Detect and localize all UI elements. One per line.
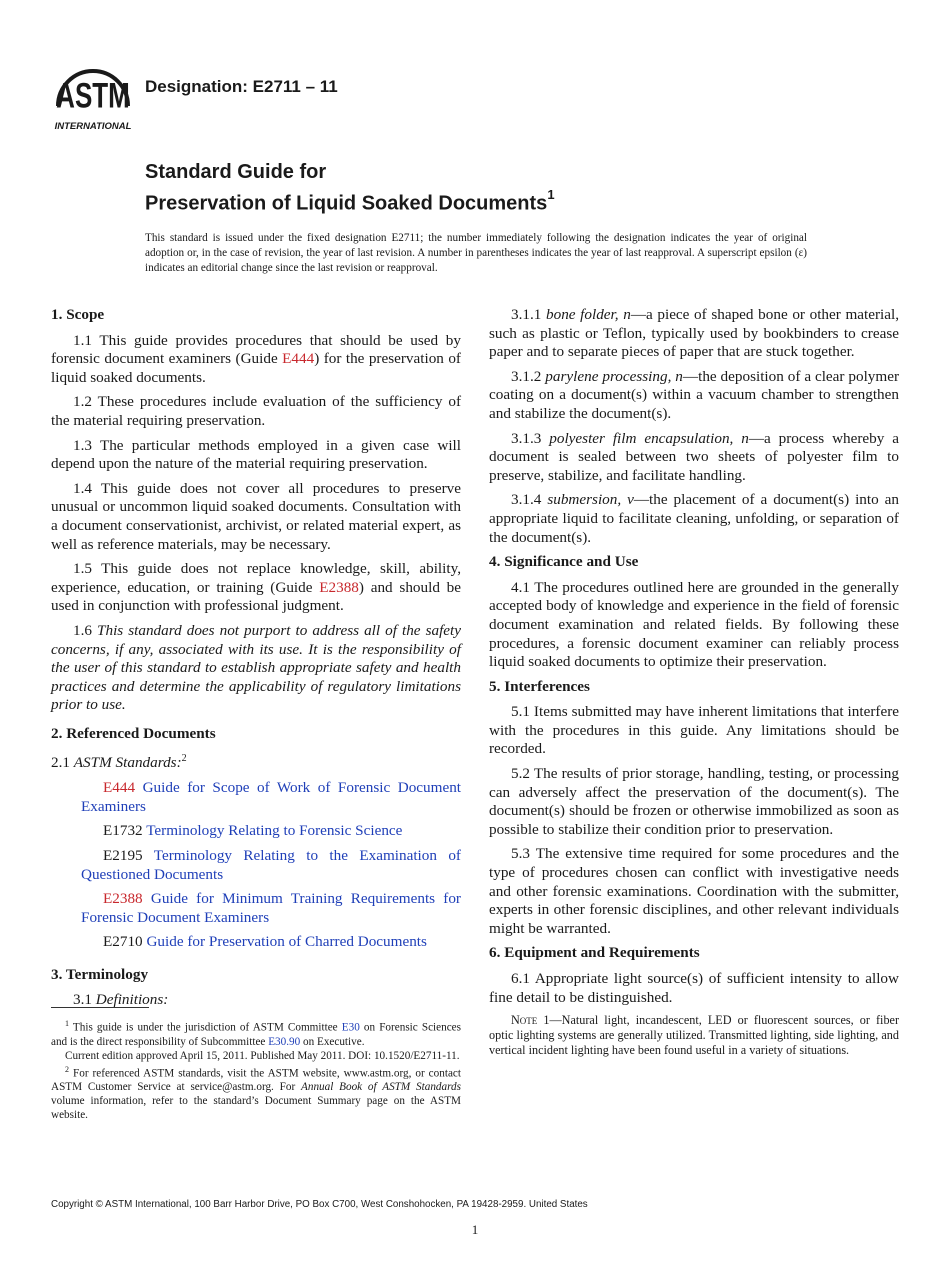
title-line-2: Preservation of Liquid Soaked Documents$^1$ (145, 187, 555, 215)
para-2-1: 2.1 ASTM Standards:$^2$ (51, 753, 187, 772)
def-3-1-1: 3.1.1 bone folder, n—a piece of shaped bone or other material, such as plastic or Teflon, typically used by bookbinders to crease paper and to separate pieces of paper that are stuck together. (489, 306, 900, 361)
astm-logo (50, 56, 136, 134)
title-line-1: Standard Guide for (145, 161, 327, 183)
footnote-1-current: Current edition approved April 15, 2011. Published May 2011. DOI: 10.1520/E2711-11. (65, 1049, 460, 1062)
link-e30[interactable]: E30 (341, 1021, 360, 1034)
para-5-2: 5.2 The results of prior storage, handling, testing, or processing can adversely affect the preservation of the document(s). The document(s) should be frozen or otherwise immobilized as soon as possible to stabilize their condition prior to preservation. (489, 765, 899, 838)
section-4-heading: 4. Significance and Use (489, 553, 639, 571)
designation: Designation: E2711 – 11 (145, 77, 338, 96)
document-title (145, 160, 555, 217)
footnote-rule (51, 1007, 149, 1008)
left-column (51, 306, 461, 1016)
para-5-3: 5.3 The extensive time required for some procedures and the type of procedures chosen can conflict with investigative needs and other forensic examinations. Coordination with the submitter, experts in other forensic disciplines, and other relevant individuals might be warranted. (489, 845, 899, 937)
right-column (489, 306, 899, 1064)
ref-e444[interactable]: E444 Guide for Scope of Work of Forensic Document Examiners (81, 779, 462, 815)
section-3-heading: 3. Terminology (51, 965, 149, 983)
link-e2388[interactable]: E2388 (319, 578, 359, 596)
standard-intro: This standard is issued under the fixed designation E2711; the number immediately following the designation indicates the year of original adoption or, in the case of revision, the year of last revision. A number in parentheses indicates the year of last reapproval. A superscript epsilon (ε) indicates an editorial change since the last revision or reapproval. (145, 232, 807, 274)
para-3-1: 3.1 Definitions: (73, 991, 169, 1009)
astm-logo-letters: ASTM (56, 75, 130, 116)
ref-e2195[interactable]: E2195 Terminology Relating to the Examination of Questioned Documents (81, 846, 461, 883)
copyright: Copyright © ASTM International, 100 Barr Harbor Drive, PO Box C700, West Conshohocken, PA 19428-2959. United States (51, 1199, 588, 1210)
link-e444[interactable]: E444 (282, 350, 315, 368)
link-e30-90[interactable]: E30.90 (268, 1035, 301, 1048)
para-1-3: 1.3 The particular methods employed in a given case will depend upon the nature of the material requiring preservation. (51, 436, 461, 473)
footnote-2: $^2$ For referenced ASTM standards, visit the ASTM website, www.astm.org, or contact ASTM Customer Service at service@astm.org. For Annual Book of ASTM Standards volume information, refer to the standard’s Document Summary page on the ASTM website. (51, 1064, 461, 1122)
para-1-6: 1.6 This standard does not purport to address all of the safety concerns, if any, associated with its use. It is the responsibility of the user of this standard to establish appropriate safety and health practices and determine the applicability of regulatory limitations prior to use. (51, 621, 462, 714)
def-3-1-3: 3.1.3 polyester film encapsulation, n—a process whereby a document is sealed between two sheets of polyester film to preserve, stabilize, and facilitate handling. (489, 429, 899, 484)
section-2-heading: 2. Referenced Documents (51, 724, 216, 742)
note-1: Note 1—Natural light, incandescent, LED or fluorescent sources, or fiber optic lighting systems are generally utilized. Transmitted lighting, side lighting, and vertical incident lighting have been found useful in a variety of situations. (489, 1013, 900, 1058)
para-5-1: 5.1 Items submitted may have inherent limitations that interfere with the procedures in this guide. Any limitations should be recorded. (489, 703, 899, 758)
def-3-1-2: 3.1.2 parylene processing, n—the deposition of a clear polymer coating on a document(s) within a vacuum chamber to strengthen and stabilize the document(s). (489, 367, 900, 422)
para-1-4: 1.4 This guide does not cover all procedures to preserve unusual or uncommon liquid soaked documents. Consultation with a document conservationist, archivist, or related material expert, as well as reference materials, may be necessary. (51, 479, 461, 553)
para-6-1: 6.1 Appropriate light source(s) of sufficient intensity to allow fine detail to be distinguished. (489, 970, 899, 1006)
ref-e1732[interactable]: E1732 Terminology Relating to Forensic Science (103, 822, 403, 840)
section-1-heading: 1. Scope (51, 306, 105, 323)
ref-e2710[interactable]: E2710 Guide for Preservation of Charred Documents (103, 933, 427, 951)
section-5-heading: 5. Interferences (489, 677, 590, 695)
para-4-1: 4.1 The procedures outlined here are grounded in the generally accepted body of knowledge and experience in the field of forensic document examination and related fields. By following these procedures, a forensic document examiner can reliably process liquid soaked documents to optimize their preservation. (489, 578, 899, 671)
title-footnote-mark: 1 (547, 187, 555, 202)
footnote-1: $^1$ This guide is under the jurisdiction of ASTM Committee E30 on Forensic Sciences and is the direct responsibility of Subcommittee E30.90 on Executive. (51, 1019, 461, 1048)
para-1-5: 1.5 This guide does not replace knowledge, skill, ability, experience, education, or training (Guide E2388) and should be used in conjunction with professional judgment. (51, 560, 461, 615)
section-6-heading: 6. Equipment and Requirements (489, 944, 700, 962)
def-3-1-4: 3.1.4 submersion, v—the placement of a document(s) into an appropriate liquid to facilitate cleaning, unfolding, or separation of the document(s). (489, 491, 899, 546)
astm-logo-subtext: INTERNATIONAL (54, 121, 132, 132)
para-1-1: 1.1 This guide provides procedures that should be used by forensic document examiners (Guide E444) for the preservation of liquid soaked documents. (51, 331, 461, 386)
para-1-2: 1.2 These procedures include evaluation of the sufficiency of the material requiring preservation. (51, 393, 461, 429)
footnotes (51, 1017, 461, 1122)
page-number: 1 (471, 1222, 479, 1237)
ref-e2388[interactable]: E2388 Guide for Minimum Training Requirements for Forensic Document Examiners (81, 890, 461, 926)
